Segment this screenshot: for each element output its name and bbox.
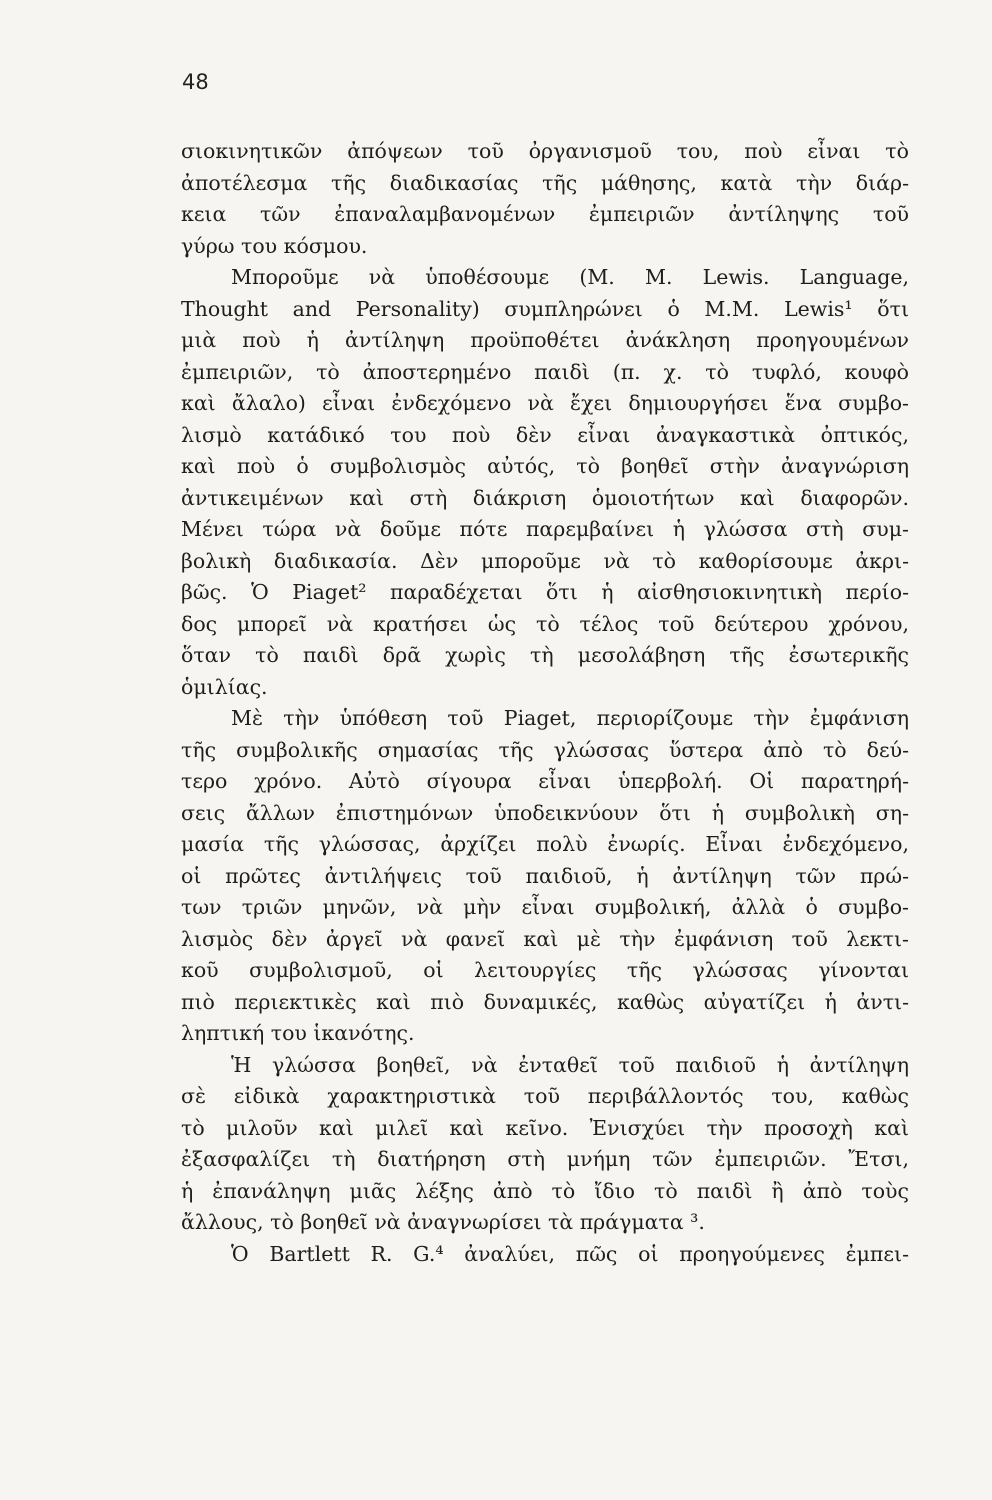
text-line: ληπτική του ἱκανότης. — [181, 1021, 415, 1045]
text-line: λισμὸς δὲν ἀργεῖ νὰ φανεῖ καὶ μὲ τὴν ἐμφάνιση τοῦ λεκτι- — [181, 926, 909, 951]
text-line: γύρω του κόσμου. — [181, 233, 368, 258]
text-line: τῆς συμβολικῆς σημασίας τῆς γλώσσας ὕστερα ἀπὸ τὸ δεύ- — [181, 737, 909, 762]
text-line: καὶ ποὺ ὁ συμβολισμὸς αὐτός, τὸ βοηθεῖ στὴν ἀναγνώριση — [181, 454, 909, 478]
text-line: ἄλλους, τὸ βοηθεῖ νὰ ἀναγνωρίσει τὰ πράγματα ³. — [181, 1210, 705, 1234]
paragraph-start-line: Μὲ τὴν ὑπόθεση τοῦ Piaget, περιορίζουμε τὴν ἐμφάνιση — [231, 706, 909, 730]
text-line: πιὸ περιεκτικὲς καὶ πιὸ δυναμικές, καθὼς αὐγατίζει ἡ ἀντι- — [181, 989, 909, 1014]
page-number: 48 — [182, 70, 209, 94]
text-line: ὅταν τὸ παιδὶ δρᾶ χωρὶς τὴ μεσολάβηση τῆς ἐσωτερικῆς — [181, 643, 909, 667]
text-line: σὲ εἰδικὰ χαρακτηριστικὰ τοῦ περιβάλλοντός του, καθὼς — [181, 1084, 909, 1108]
text-line: μιὰ ποὺ ἡ ἀντίληψη προϋποθέτει ἀνάκληση προηγουμένων — [181, 328, 909, 352]
paragraph-start-line: Μποροῦμε νὰ ὑποθέσουμε (M. M. Lewis. Language, — [231, 265, 909, 289]
text-line: ὁμιλίας. — [181, 674, 268, 699]
text-line: ἐξασφαλίζει τὴ διατήρηση στὴ μνήμη τῶν ἐμπειριῶν. Ἔτσι, — [181, 1147, 909, 1171]
text-line: βῶς. Ὁ Piaget² παραδέχεται ὅτι ἡ αἰσθησιοκινητικὴ περίο- — [181, 580, 909, 604]
paragraph-start-line: Ὁ Bartlett R. G.⁴ ἀναλύει, πῶς οἱ προηγούμενες ἐμπει- — [231, 1241, 909, 1266]
text-line: σιοκινητικῶν ἀπόψεων τοῦ ὀργανισμοῦ του, ποὺ εἶναι τὸ — [181, 139, 909, 163]
text-line: τερο χρόνο. Αὐτὸ σίγουρα εἶναι ὑπερβολή. Οἱ παρατηρή- — [181, 769, 909, 793]
text-line: τὸ μιλοῦν καὶ μιλεῖ καὶ κεῖνο. Ἐνισχύει τὴν προσοχὴ καὶ — [181, 1115, 909, 1140]
text-line: των τριῶν μηνῶν, νὰ μὴν εἶναι συμβολική, ἀλλὰ ὁ συμβο- — [181, 895, 909, 919]
text-line: ἀντικειμένων καὶ στὴ διάκριση ὁμοιοτήτων καὶ διαφορῶν. — [181, 485, 909, 510]
text-line: ἀποτέλεσμα τῆς διαδικασίας τῆς μάθησης, κατὰ τὴν διάρ- — [181, 170, 909, 195]
text-line: βολικὴ διαδικασία. Δὲν μποροῦμε νὰ τὸ καθορίσουμε ἀκρι- — [181, 548, 909, 573]
text-line: καὶ ἄλαλο) εἶναι ἐνδεχόμενο νὰ ἔχει δημιουργήσει ἕνα συμβο- — [181, 391, 909, 415]
text-line: μασία τῆς γλώσσας, ἀρχίζει πολὺ ἐνωρίς. Εἶναι ἐνδεχόμενο, — [181, 832, 909, 856]
text-line: δος μπορεῖ νὰ κρατήσει ὡς τὸ τέλος τοῦ δεύτερου χρόνου, — [181, 611, 909, 636]
text-line: ἡ ἐπανάληψη μιᾶς λέξης ἀπὸ τὸ ἴδιο τὸ παιδὶ ἢ ἀπὸ τοὺς — [181, 1178, 909, 1203]
paragraph-start-line: Ἡ γλώσσα βοηθεῖ, νὰ ἐνταθεῖ τοῦ παιδιοῦ ἡ ἀντίληψη — [231, 1052, 909, 1077]
text-line: οἱ πρῶτες ἀντιλήψεις τοῦ παιδιοῦ, ἡ ἀντίληψη τῶν πρώ- — [181, 863, 909, 888]
body-text — [181, 136, 909, 1270]
text-line: λισμὸ κατάδικό του ποὺ δὲν εἶναι ἀναγκαστικὰ ὀπτικός, — [181, 422, 909, 447]
text-line: κεια τῶν ἐπαναλαμβανομένων ἐμπειριῶν ἀντίληψης τοῦ — [181, 202, 909, 226]
text-line: σεις ἄλλων ἐπιστημόνων ὑποδεικνύουν ὅτι ἡ συμβολικὴ ση- — [181, 800, 909, 825]
text-line: Μένει τώρα νὰ δοῦμε πότε παρεμβαίνει ἡ γλώσσα στὴ συμ- — [181, 517, 909, 541]
text-line: ἐμπειριῶν, τὸ ἀποστερημένο παιδὶ (π. χ. τὸ τυφλό, κουφὸ — [181, 359, 909, 384]
text-line: κοῦ συμβολισμοῦ, οἱ λειτουργίες τῆς γλώσσας γίνονται — [181, 958, 909, 982]
text-line: Thought and Personality) συμπληρώνει ὁ M.M. Lewis¹ ὅτι — [181, 296, 909, 321]
